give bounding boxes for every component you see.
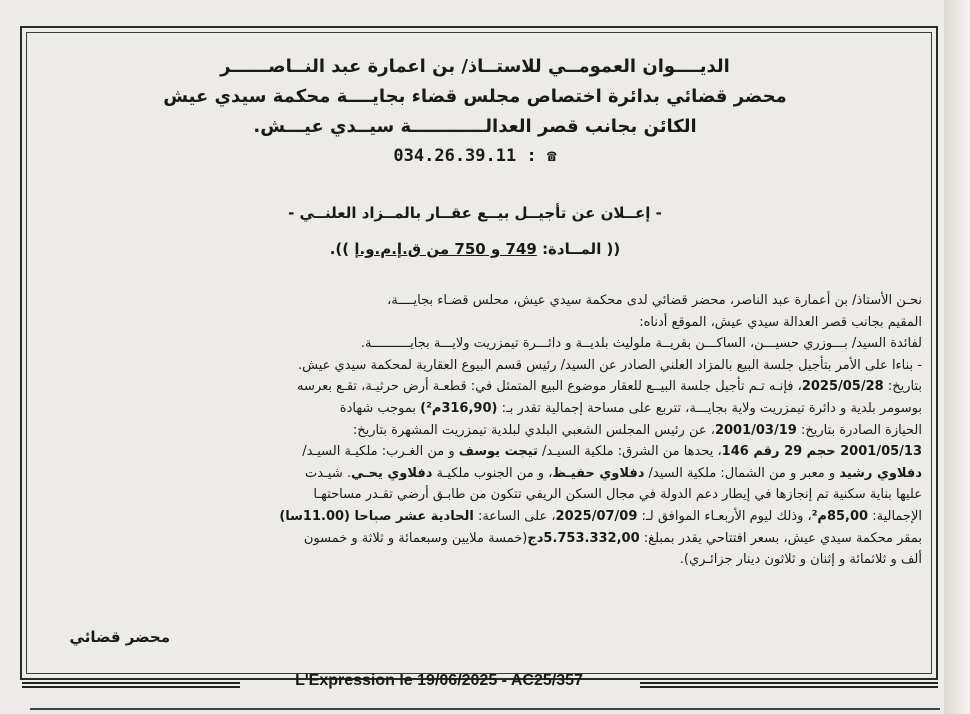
telephone-icon: ☎ <box>546 146 557 165</box>
body-line: نحـن الأستاذ/ بن أعمارة عبد الناصر، محضر قضائي لدى محكمة سيدي عيش، محلس قضـاء بجايــــة، <box>387 293 922 308</box>
date: 2025/07/09 <box>555 508 638 524</box>
text: ، على الساعة: <box>477 508 556 524</box>
text: الإجمالية: <box>872 508 922 524</box>
header-phone-line <box>40 142 910 170</box>
notice-body <box>46 290 922 571</box>
page-edge <box>944 0 970 714</box>
body-line: - بناءا على الأمر بتأجيل جلسة البيع بالمزاد العلني الصادر عن السيد/ رئيس قسم البيوع العقارية لمحكمة سيدي عيش. <box>298 357 922 373</box>
text: بموجب شهادة <box>339 400 417 416</box>
notice-legal-reference <box>40 236 910 262</box>
text: ، و من الجنوب ملكيـة <box>436 465 553 481</box>
price: 5.753.332,00دج <box>527 530 640 546</box>
body-line <box>46 420 922 442</box>
date: 2025/05/28 <box>801 379 884 395</box>
area: 85,00م² <box>811 508 869 524</box>
body-line <box>46 398 922 420</box>
text: ، يحدها من الشرق: ملكية السيـد/ <box>542 444 722 460</box>
footer-rule-left <box>22 682 240 688</box>
footer-rule-right <box>640 682 938 688</box>
area: (316,90م²) <box>420 400 498 416</box>
phone-number: 034.26.39.11 : <box>393 146 537 166</box>
text: ، فإنـه تـم تأجيل جلسة البيــع للعقار موضوع البيع المتمثل في: قطعـة أرض حرثيـة، تقـع بعرسه <box>297 379 802 395</box>
text: و معبر و من الشمال: ملكية السيد/ <box>648 465 836 481</box>
body-line <box>46 463 922 485</box>
ref-prefix: (( المــادة: <box>542 240 621 258</box>
body-line: المقيم بجانب قصر العدالة سيدي عيش، الموقع أدناه: <box>639 314 922 330</box>
text: و من الغـرب: ملكيـة السيـد/ <box>302 444 455 460</box>
ref-articles: 749 و 750 من ق.إ.م.و.إ <box>354 240 537 258</box>
owner-name: دفلاوي يحـي <box>350 465 433 481</box>
registration: 2001/05/13 حجم 29 رقم 146 <box>721 444 922 460</box>
owner-name: تيجت يوسف <box>458 444 538 460</box>
owner-name: دفلاوي حفيـظ <box>552 465 645 481</box>
notice-title: - إعــلان عن تأجيــل بيــع عقــار بالمــزاد العلنــي - <box>288 204 662 222</box>
notice-header <box>40 52 910 170</box>
text: بتاريخ: <box>887 379 922 395</box>
header-address-line: الكائن بجانب قصر العدالــــــــــــة سيــدي عيـــش. <box>253 116 697 137</box>
text: بوسومر بلدية و دائرة تيمزريت ولاية بجايـــة، تتربع على مساحة إجمالية تقدر بـ: <box>501 400 922 416</box>
body-line: ألف و ثلاثمائة و إثنان و ثلاثون دينار جزائـري). <box>679 552 922 568</box>
body-line: لفائدة السيد/ بـــوزري حسيـــن، الساكـــن بقريــة ملوليث بلديــة و دائـــرة تيمزريت ولايـــة بجايــــــــــة. <box>360 336 922 352</box>
body-line: عليها بناية سكنية تم إنجازها في إيطار دعم الدولة في مجال السكن الريفي تتكون من طابـق أرضي تقـدر مساحتهـا <box>313 487 922 503</box>
header-jurisdiction-line: محضر قضائي بدائرة اختصاص مجلس قضاء بجايــــة محكمة سيدي عيش <box>163 86 787 107</box>
text: بمقر محكمة سيدي عيش، بسعر افتتاحي يقدر بمبلغ: <box>643 530 922 546</box>
text: ، وذلك ليوم الأربعـاء الموافق لـ: <box>641 508 812 524</box>
bottom-rule <box>30 708 940 710</box>
body-line <box>46 506 922 528</box>
body-line <box>46 528 922 550</box>
time: الحادية عشر صباحا (11.00سا) <box>279 508 474 524</box>
owner-name: دفلاوي رشيد <box>839 465 922 481</box>
text: ، عن رئيس المجلس الشعبي البلدي لبلدية تيمزريت المشهرة بتاريخ: <box>352 422 715 438</box>
ref-suffix: )). <box>329 240 350 258</box>
body-line <box>46 376 922 398</box>
body-line <box>46 441 922 463</box>
signature: محضر قضائي <box>69 628 170 646</box>
date: 2001/03/19 <box>714 422 797 438</box>
text: (خمسة ملايين وسبعمائة و ثلاثة و خمسون <box>303 530 528 546</box>
text: . شيـدت <box>305 465 351 481</box>
text: الحيازة الصادرة بتاريخ: <box>800 422 922 438</box>
publication-credit: L'Expression le 19/06/2025 - AC25/357 <box>295 672 583 689</box>
header-office-line: الديــــوان العمومــي للاستــاذ/ بن اعمارة عبد النــاصــــــر <box>220 56 730 77</box>
